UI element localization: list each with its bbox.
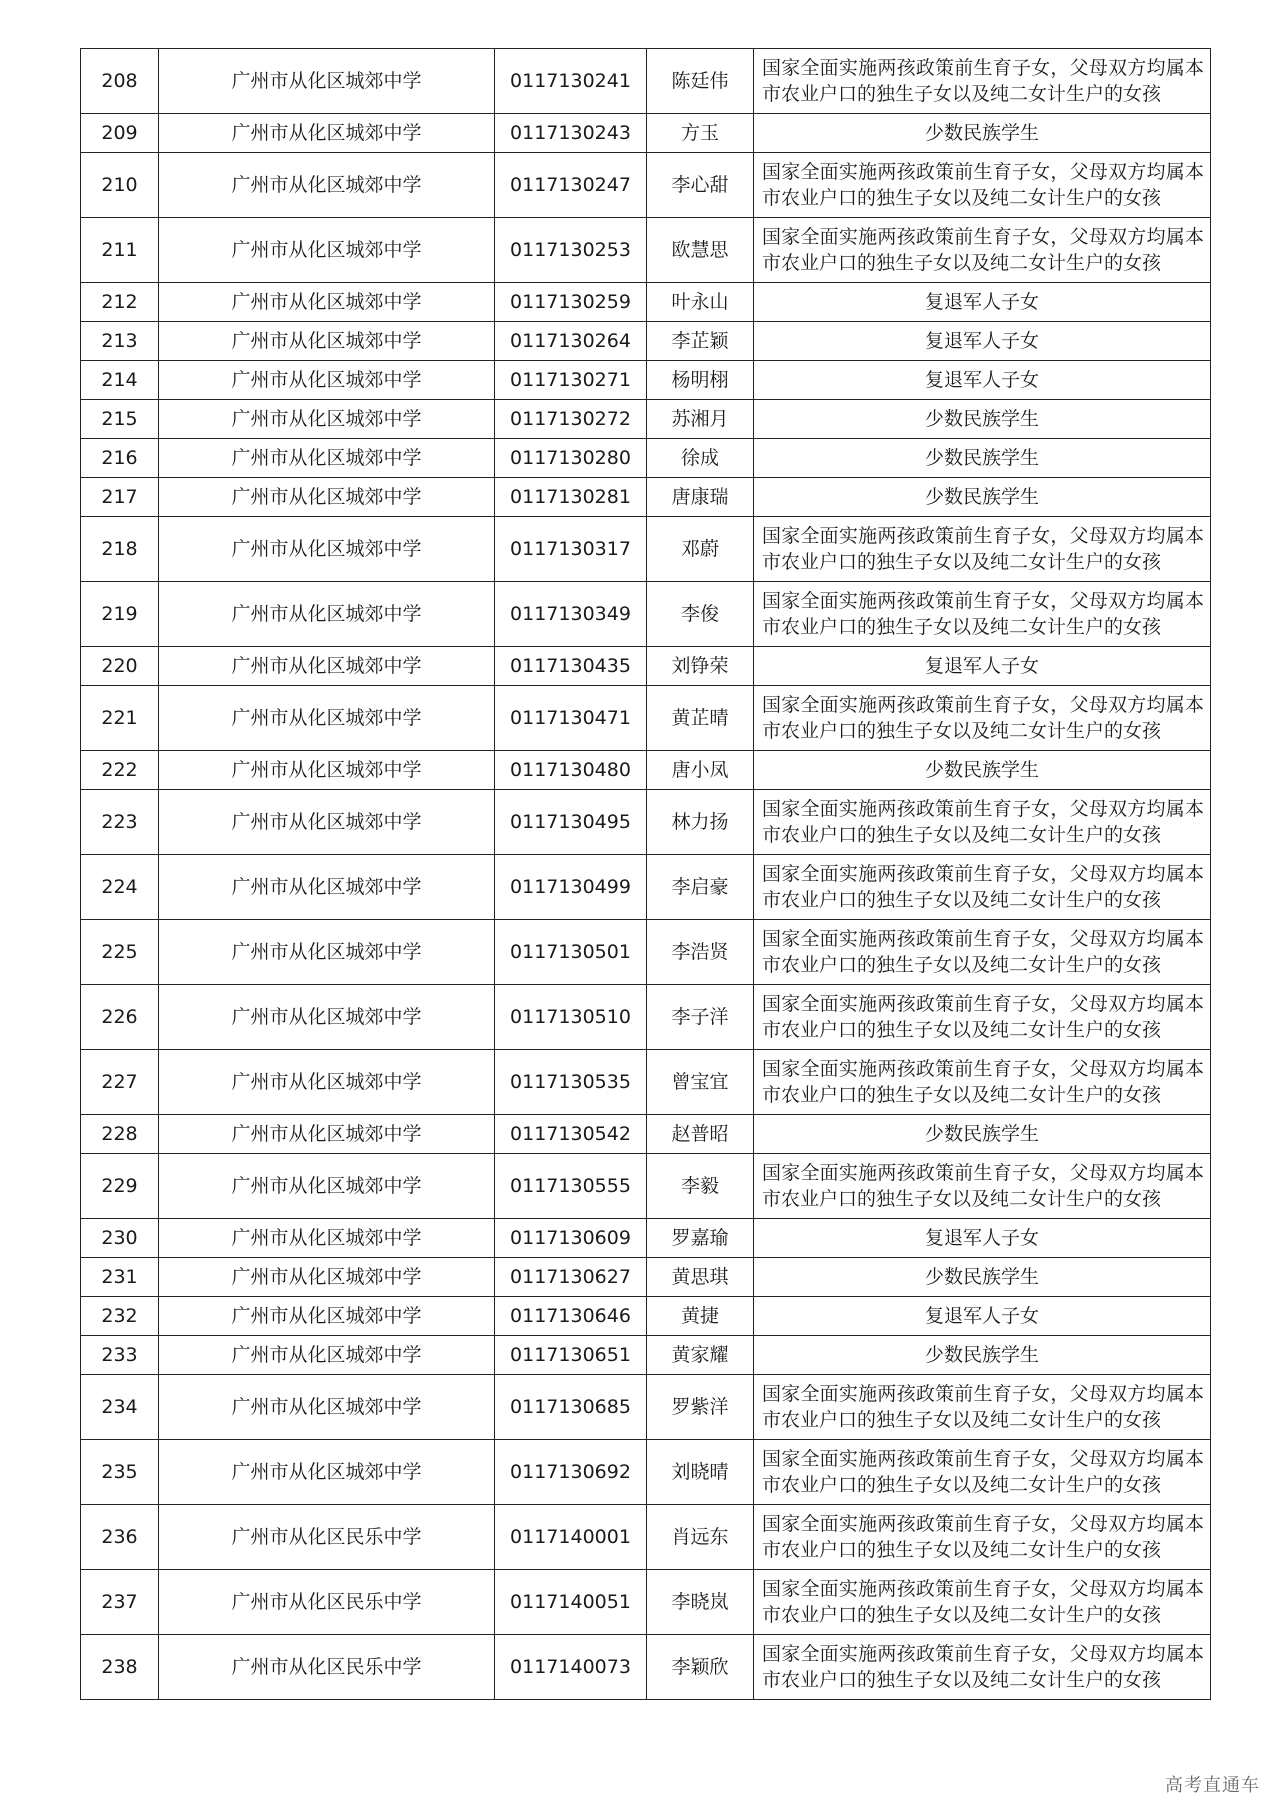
category-cell: 复退军人子女 [754, 1297, 1211, 1336]
school-cell: 广州市从化区民乐中学 [159, 1570, 495, 1635]
row-number-cell: 217 [81, 478, 159, 517]
student-name-cell: 唐小凤 [647, 751, 754, 790]
table-row [81, 49, 1211, 114]
category-cell: 国家全面实施两孩政策前生育子女，父母双方均属本市农业户口的独生子女以及纯二女计生户的女孩 [754, 582, 1211, 647]
category-cell: 国家全面实施两孩政策前生育子女，父母双方均属本市农业户口的独生子女以及纯二女计生户的女孩 [754, 985, 1211, 1050]
category-cell: 少数民族学生 [754, 751, 1211, 790]
row-number-cell: 214 [81, 361, 159, 400]
student-name-cell: 叶永山 [647, 283, 754, 322]
exam-id-cell: 0117130349 [495, 582, 647, 647]
row-number-cell: 228 [81, 1115, 159, 1154]
student-name-cell: 黄捷 [647, 1297, 754, 1336]
exam-id-cell: 0117130271 [495, 361, 647, 400]
category-cell: 国家全面实施两孩政策前生育子女，父母双方均属本市农业户口的独生子女以及纯二女计生户的女孩 [754, 1570, 1211, 1635]
student-name-cell: 杨明栩 [647, 361, 754, 400]
row-number-cell: 212 [81, 283, 159, 322]
table-row [81, 582, 1211, 647]
student-name-cell: 刘晓晴 [647, 1440, 754, 1505]
school-cell: 广州市从化区城郊中学 [159, 920, 495, 985]
exam-id-cell: 0117130692 [495, 1440, 647, 1505]
exam-id-cell: 0117130495 [495, 790, 647, 855]
category-cell: 少数民族学生 [754, 1336, 1211, 1375]
table-row [81, 920, 1211, 985]
table-row [81, 1297, 1211, 1336]
school-cell: 广州市从化区城郊中学 [159, 153, 495, 218]
exam-id-cell: 0117130501 [495, 920, 647, 985]
table-row [81, 1635, 1211, 1700]
category-cell: 国家全面实施两孩政策前生育子女，父母双方均属本市农业户口的独生子女以及纯二女计生户的女孩 [754, 1635, 1211, 1700]
exam-id-cell: 0117130241 [495, 49, 647, 114]
row-number-cell: 209 [81, 114, 159, 153]
exam-id-cell: 0117130609 [495, 1219, 647, 1258]
table-row [81, 400, 1211, 439]
school-cell: 广州市从化区城郊中学 [159, 1115, 495, 1154]
row-number-cell: 223 [81, 790, 159, 855]
student-name-cell: 苏湘月 [647, 400, 754, 439]
school-cell: 广州市从化区民乐中学 [159, 1505, 495, 1570]
exam-id-cell: 0117140073 [495, 1635, 647, 1700]
exam-id-cell: 0117130651 [495, 1336, 647, 1375]
watermark-text: 高考直通车 [1165, 1775, 1260, 1796]
school-cell: 广州市从化区城郊中学 [159, 49, 495, 114]
category-cell: 复退军人子女 [754, 283, 1211, 322]
school-cell: 广州市从化区城郊中学 [159, 1297, 495, 1336]
table-row [81, 1505, 1211, 1570]
category-cell: 少数民族学生 [754, 114, 1211, 153]
table-row [81, 322, 1211, 361]
exam-id-cell: 0117130317 [495, 517, 647, 582]
table-row [81, 751, 1211, 790]
category-cell: 国家全面实施两孩政策前生育子女，父母双方均属本市农业户口的独生子女以及纯二女计生户的女孩 [754, 855, 1211, 920]
exam-id-cell: 0117130253 [495, 218, 647, 283]
row-number-cell: 231 [81, 1258, 159, 1297]
exam-id-cell: 0117140051 [495, 1570, 647, 1635]
row-number-cell: 216 [81, 439, 159, 478]
exam-id-cell: 0117130272 [495, 400, 647, 439]
row-number-cell: 224 [81, 855, 159, 920]
table-body [81, 49, 1211, 1700]
student-name-cell: 黄家耀 [647, 1336, 754, 1375]
row-number-cell: 227 [81, 1050, 159, 1115]
student-name-cell: 罗嘉瑜 [647, 1219, 754, 1258]
table-row [81, 1258, 1211, 1297]
table-row [81, 1336, 1211, 1375]
table-row [81, 686, 1211, 751]
category-cell: 少数民族学生 [754, 400, 1211, 439]
exam-id-cell: 0117130685 [495, 1375, 647, 1440]
table-row [81, 1440, 1211, 1505]
table-row [81, 218, 1211, 283]
row-number-cell: 220 [81, 647, 159, 686]
category-cell: 国家全面实施两孩政策前生育子女，父母双方均属本市农业户口的独生子女以及纯二女计生户的女孩 [754, 686, 1211, 751]
row-number-cell: 213 [81, 322, 159, 361]
student-name-cell: 黄思琪 [647, 1258, 754, 1297]
row-number-cell: 218 [81, 517, 159, 582]
row-number-cell: 238 [81, 1635, 159, 1700]
student-name-cell: 欧慧思 [647, 218, 754, 283]
table-row [81, 283, 1211, 322]
category-cell: 国家全面实施两孩政策前生育子女，父母双方均属本市农业户口的独生子女以及纯二女计生户的女孩 [754, 920, 1211, 985]
school-cell: 广州市从化区城郊中学 [159, 1219, 495, 1258]
school-cell: 广州市从化区城郊中学 [159, 1375, 495, 1440]
row-number-cell: 221 [81, 686, 159, 751]
row-number-cell: 219 [81, 582, 159, 647]
student-name-cell: 黄芷晴 [647, 686, 754, 751]
category-cell: 国家全面实施两孩政策前生育子女，父母双方均属本市农业户口的独生子女以及纯二女计生户的女孩 [754, 1440, 1211, 1505]
school-cell: 广州市从化区城郊中学 [159, 478, 495, 517]
school-cell: 广州市从化区城郊中学 [159, 1050, 495, 1115]
student-name-cell: 李启豪 [647, 855, 754, 920]
student-name-cell: 李颖欣 [647, 1635, 754, 1700]
row-number-cell: 233 [81, 1336, 159, 1375]
school-cell: 广州市从化区城郊中学 [159, 790, 495, 855]
table-row [81, 1219, 1211, 1258]
student-name-cell: 方玉 [647, 114, 754, 153]
row-number-cell: 232 [81, 1297, 159, 1336]
category-cell: 少数民族学生 [754, 1258, 1211, 1297]
school-cell: 广州市从化区城郊中学 [159, 283, 495, 322]
student-name-cell: 邓蔚 [647, 517, 754, 582]
exam-id-cell: 0117140001 [495, 1505, 647, 1570]
school-cell: 广州市从化区民乐中学 [159, 1635, 495, 1700]
school-cell: 广州市从化区城郊中学 [159, 1336, 495, 1375]
school-cell: 广州市从化区城郊中学 [159, 114, 495, 153]
school-cell: 广州市从化区城郊中学 [159, 751, 495, 790]
table-row [81, 1154, 1211, 1219]
table-row [81, 439, 1211, 478]
school-cell: 广州市从化区城郊中学 [159, 1258, 495, 1297]
student-name-cell: 李毅 [647, 1154, 754, 1219]
exam-id-cell: 0117130247 [495, 153, 647, 218]
exam-id-cell: 0117130259 [495, 283, 647, 322]
student-name-cell: 肖远东 [647, 1505, 754, 1570]
category-cell: 国家全面实施两孩政策前生育子女，父母双方均属本市农业户口的独生子女以及纯二女计生户的女孩 [754, 1505, 1211, 1570]
student-name-cell: 李晓岚 [647, 1570, 754, 1635]
row-number-cell: 230 [81, 1219, 159, 1258]
category-cell: 国家全面实施两孩政策前生育子女，父母双方均属本市农业户口的独生子女以及纯二女计生户的女孩 [754, 153, 1211, 218]
student-name-cell: 李浩贤 [647, 920, 754, 985]
table-row [81, 790, 1211, 855]
student-name-cell: 曾宝宜 [647, 1050, 754, 1115]
student-name-cell: 罗紫洋 [647, 1375, 754, 1440]
exam-id-cell: 0117130471 [495, 686, 647, 751]
school-cell: 广州市从化区城郊中学 [159, 1154, 495, 1219]
table-row [81, 985, 1211, 1050]
exam-id-cell: 0117130646 [495, 1297, 647, 1336]
row-number-cell: 208 [81, 49, 159, 114]
category-cell: 复退军人子女 [754, 647, 1211, 686]
school-cell: 广州市从化区城郊中学 [159, 439, 495, 478]
category-cell: 复退军人子女 [754, 322, 1211, 361]
exam-id-cell: 0117130243 [495, 114, 647, 153]
category-cell: 国家全面实施两孩政策前生育子女，父母双方均属本市农业户口的独生子女以及纯二女计生户的女孩 [754, 49, 1211, 114]
student-name-cell: 林力扬 [647, 790, 754, 855]
category-cell: 国家全面实施两孩政策前生育子女，父母双方均属本市农业户口的独生子女以及纯二女计生户的女孩 [754, 1375, 1211, 1440]
category-cell: 少数民族学生 [754, 439, 1211, 478]
student-name-cell: 李芷颖 [647, 322, 754, 361]
table-row [81, 153, 1211, 218]
table-row [81, 114, 1211, 153]
school-cell: 广州市从化区城郊中学 [159, 322, 495, 361]
exam-id-cell: 0117130281 [495, 478, 647, 517]
table-row [81, 855, 1211, 920]
row-number-cell: 215 [81, 400, 159, 439]
student-name-cell: 赵普昭 [647, 1115, 754, 1154]
row-number-cell: 236 [81, 1505, 159, 1570]
category-cell: 少数民族学生 [754, 478, 1211, 517]
admission-list-table [80, 48, 1211, 1700]
row-number-cell: 225 [81, 920, 159, 985]
row-number-cell: 235 [81, 1440, 159, 1505]
school-cell: 广州市从化区城郊中学 [159, 400, 495, 439]
student-name-cell: 刘铮荣 [647, 647, 754, 686]
exam-id-cell: 0117130499 [495, 855, 647, 920]
exam-id-cell: 0117130510 [495, 985, 647, 1050]
school-cell: 广州市从化区城郊中学 [159, 582, 495, 647]
school-cell: 广州市从化区城郊中学 [159, 517, 495, 582]
exam-id-cell: 0117130480 [495, 751, 647, 790]
table-row [81, 1115, 1211, 1154]
table-row [81, 517, 1211, 582]
category-cell: 国家全面实施两孩政策前生育子女，父母双方均属本市农业户口的独生子女以及纯二女计生户的女孩 [754, 1154, 1211, 1219]
school-cell: 广州市从化区城郊中学 [159, 686, 495, 751]
row-number-cell: 234 [81, 1375, 159, 1440]
category-cell: 国家全面实施两孩政策前生育子女，父母双方均属本市农业户口的独生子女以及纯二女计生户的女孩 [754, 790, 1211, 855]
exam-id-cell: 0117130535 [495, 1050, 647, 1115]
student-name-cell: 李心甜 [647, 153, 754, 218]
student-name-cell: 陈廷伟 [647, 49, 754, 114]
school-cell: 广州市从化区城郊中学 [159, 218, 495, 283]
student-name-cell: 李俊 [647, 582, 754, 647]
exam-id-cell: 0117130627 [495, 1258, 647, 1297]
row-number-cell: 222 [81, 751, 159, 790]
category-cell: 国家全面实施两孩政策前生育子女，父母双方均属本市农业户口的独生子女以及纯二女计生户的女孩 [754, 218, 1211, 283]
school-cell: 广州市从化区城郊中学 [159, 855, 495, 920]
school-cell: 广州市从化区城郊中学 [159, 361, 495, 400]
category-cell: 国家全面实施两孩政策前生育子女，父母双方均属本市农业户口的独生子女以及纯二女计生户的女孩 [754, 1050, 1211, 1115]
table-row [81, 1050, 1211, 1115]
row-number-cell: 211 [81, 218, 159, 283]
student-name-cell: 李子洋 [647, 985, 754, 1050]
row-number-cell: 226 [81, 985, 159, 1050]
row-number-cell: 229 [81, 1154, 159, 1219]
exam-id-cell: 0117130542 [495, 1115, 647, 1154]
row-number-cell: 237 [81, 1570, 159, 1635]
exam-id-cell: 0117130435 [495, 647, 647, 686]
student-name-cell: 唐康瑞 [647, 478, 754, 517]
table-row [81, 1570, 1211, 1635]
exam-id-cell: 0117130280 [495, 439, 647, 478]
category-cell: 少数民族学生 [754, 1115, 1211, 1154]
table-row [81, 1375, 1211, 1440]
exam-id-cell: 0117130555 [495, 1154, 647, 1219]
table-row [81, 647, 1211, 686]
student-name-cell: 徐成 [647, 439, 754, 478]
row-number-cell: 210 [81, 153, 159, 218]
category-cell: 复退军人子女 [754, 1219, 1211, 1258]
table-row [81, 478, 1211, 517]
exam-id-cell: 0117130264 [495, 322, 647, 361]
school-cell: 广州市从化区城郊中学 [159, 647, 495, 686]
category-cell: 复退军人子女 [754, 361, 1211, 400]
school-cell: 广州市从化区城郊中学 [159, 1440, 495, 1505]
table-row [81, 361, 1211, 400]
school-cell: 广州市从化区城郊中学 [159, 985, 495, 1050]
category-cell: 国家全面实施两孩政策前生育子女，父母双方均属本市农业户口的独生子女以及纯二女计生户的女孩 [754, 517, 1211, 582]
